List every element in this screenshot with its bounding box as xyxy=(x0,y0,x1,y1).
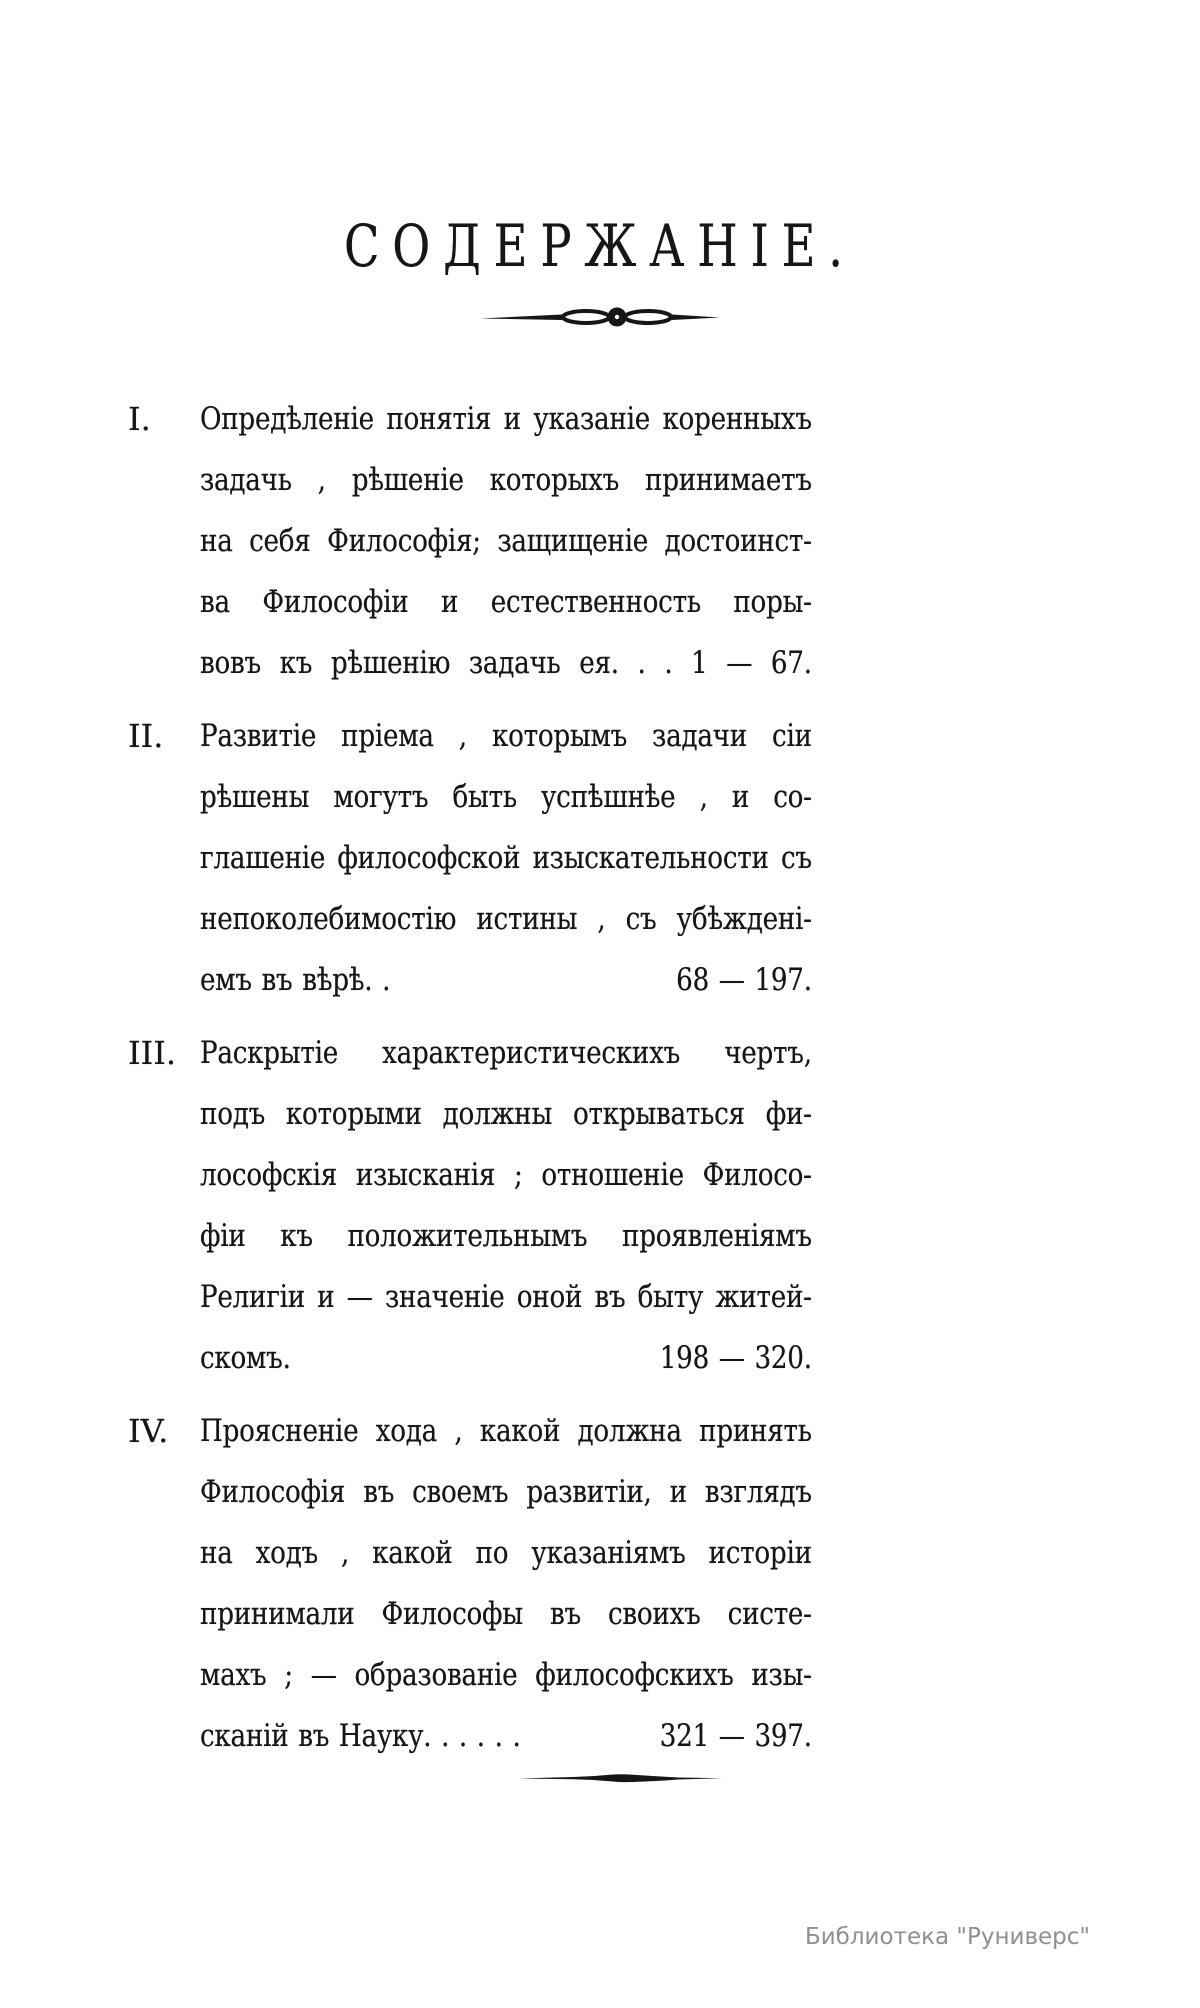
toc-line xyxy=(200,1328,812,1389)
toc-item-numeral: II. xyxy=(128,717,164,755)
toc-line-text: скомъ. xyxy=(200,1340,291,1376)
toc-line xyxy=(200,1706,812,1767)
toc-line: фіи къ положительнымъ проявленіямъ xyxy=(200,1218,812,1254)
toc-line: на ходъ , какой по указаніямъ исторіи xyxy=(200,1535,812,1571)
toc-line: подъ которыми должны открываться фи- xyxy=(200,1096,812,1132)
page-title-text: СОДЕРЖАНІЕ. xyxy=(344,212,856,280)
ornament-divider-bottom-icon xyxy=(518,1770,723,1784)
toc-line: Развитіе пріема , которымъ задачи сіи xyxy=(200,718,812,754)
toc-page-range: 198 — 320. xyxy=(659,1340,812,1376)
page-title xyxy=(0,212,1200,280)
ornament-divider-top-icon xyxy=(480,306,720,328)
toc-line: задачь , рѣшеніе которыхъ принимаетъ xyxy=(200,462,812,498)
toc-page-range: 68 — 197. xyxy=(676,962,812,998)
toc-line: Религіи и — значеніе оной въ быту житей- xyxy=(200,1279,812,1315)
toc-line: лософскія изысканія ; отношеніе Филосо- xyxy=(200,1157,812,1193)
toc-item xyxy=(128,1401,828,1767)
toc-line-text: сканій въ Науку. . . . . . xyxy=(200,1718,521,1754)
toc-line-text: емъ въ вѣрѣ. . xyxy=(200,962,391,998)
toc-item xyxy=(128,1023,828,1389)
toc-line: Раскрытіе характеристическихъ чертъ, xyxy=(200,1035,812,1071)
toc-item xyxy=(128,706,828,1011)
toc-line: ва Философіи и естественность поры- xyxy=(200,584,812,620)
toc-line: на себя Философія; защищеніе достоинст- xyxy=(200,523,812,559)
toc-item-text xyxy=(200,706,812,1011)
library-watermark: Библиотека "Руниверс" xyxy=(804,1924,1090,1950)
toc-item-numeral: III. xyxy=(128,1034,177,1072)
toc-line: принимали Философы въ своихъ систе- xyxy=(200,1596,812,1632)
toc-item-text xyxy=(200,1023,812,1389)
table-of-contents xyxy=(128,389,828,1779)
toc-item-text xyxy=(200,389,812,694)
toc-line: Философія въ своемъ развитіи, и взглядъ xyxy=(200,1474,812,1510)
toc-item-numeral: IV. xyxy=(128,1412,169,1450)
toc-line: рѣшены могутъ быть успѣшнѣе , и со- xyxy=(200,779,812,815)
toc-line: махъ ; — образованіе философскихъ изы- xyxy=(200,1657,812,1693)
toc-line: вовъ къ рѣшенію задачь ея. . . 1 — 67. xyxy=(200,645,812,681)
toc-page-range: 321 — 397. xyxy=(659,1718,812,1754)
toc-line: глашеніе философской изыскательности съ xyxy=(200,840,812,876)
toc-item xyxy=(128,389,828,694)
toc-line: Проясненіе хода , какой должна принять xyxy=(200,1413,812,1449)
toc-item-numeral: I. xyxy=(128,400,151,438)
toc-line xyxy=(200,950,812,1011)
toc-item-text xyxy=(200,1401,812,1767)
toc-line: Опредѣленіе понятія и указаніе коренныхъ xyxy=(200,401,812,437)
toc-line: непоколебимостію истины , съ убѣждені- xyxy=(200,901,812,937)
